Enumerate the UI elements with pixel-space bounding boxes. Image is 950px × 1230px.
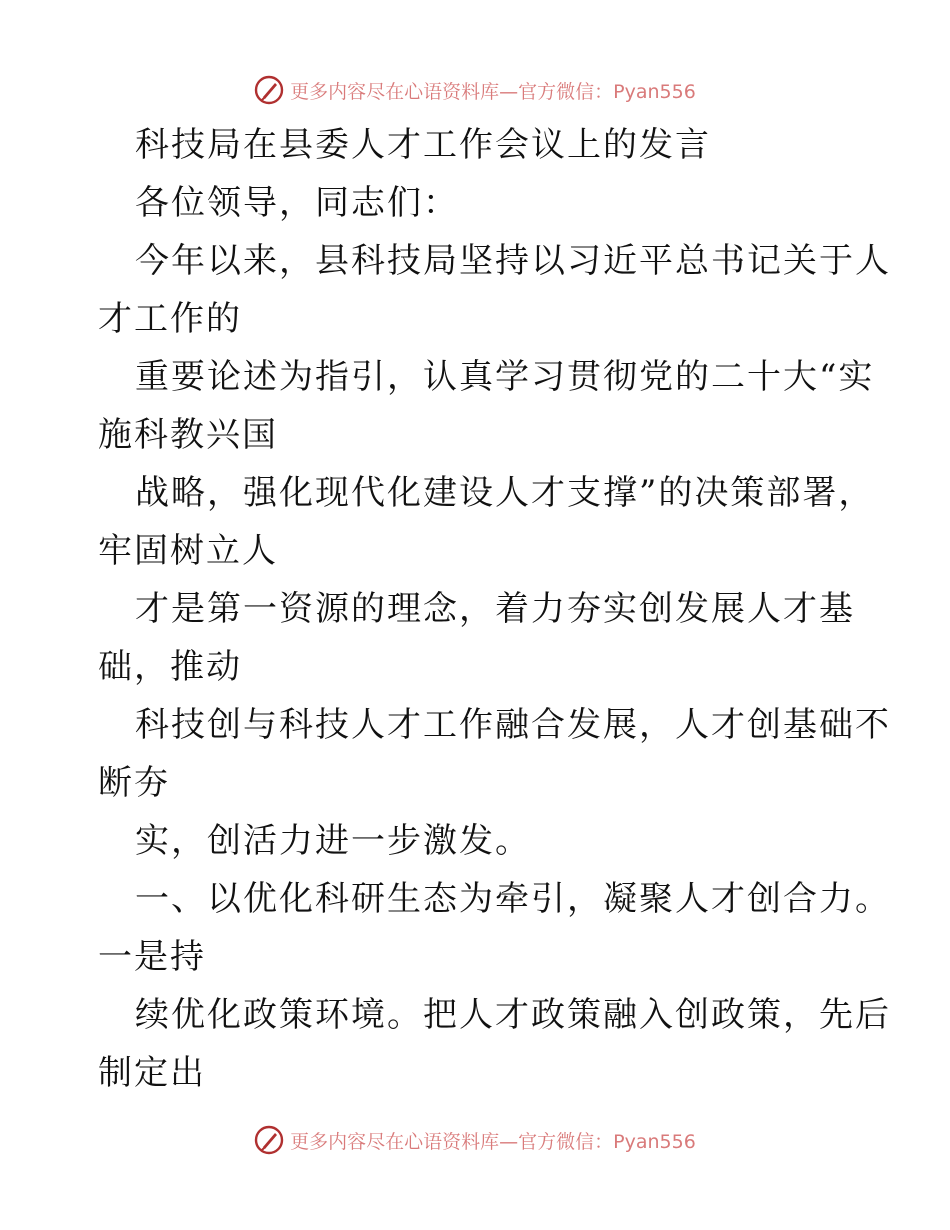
paragraph-line: 今年以来，县科技局坚持以习近平总书记关于人 [135,241,891,281]
footer-banner [0,1120,950,1160]
footer-banner-text: 更多内容尽在心语资料库—官方微信：Pyan556 [290,1130,696,1153]
paragraph-line: 断夯 [98,763,170,803]
paragraph-line: 实，创活力进一步激发。 [135,821,531,861]
paragraph-line: 科技创与科技人才工作融合发展，人才创基础不 [135,705,891,745]
paragraph-line: 才是第一资源的理念，着力夯实创发展人才基 [135,589,855,629]
section-heading-line: 一、以优化科研生态为牵引，凝聚人才创合力。 [135,879,891,919]
paragraph-line: 重要论述为指引，认真学习贯彻党的二十大“实 [135,357,875,397]
document-title: 科技局在县委人才工作会议上的发言 [135,125,711,165]
header-banner [0,70,950,110]
paragraph-line: 牢固树立人 [98,531,278,571]
header-banner-text: 更多内容尽在心语资料库—官方微信：Pyan556 [290,80,696,103]
salutation: 各位领导，同志们： [135,183,459,223]
paragraph-line: 续优化政策环境。把人才政策融入创政策，先后 [135,995,891,1035]
quill-pen-logo-icon [254,1125,284,1155]
paragraph-line: 础，推动 [98,647,242,687]
paragraph-line: 战略，强化现代化建设人才支撑”的决策部署， [135,473,875,513]
paragraph-line: 制定出 [98,1053,206,1093]
document-body [98,116,891,1102]
quill-pen-logo-icon [254,75,284,105]
paragraph-line: 施科教兴国 [98,415,278,455]
paragraph-line: 一是持 [98,937,206,977]
paragraph-line: 才工作的 [98,299,242,339]
